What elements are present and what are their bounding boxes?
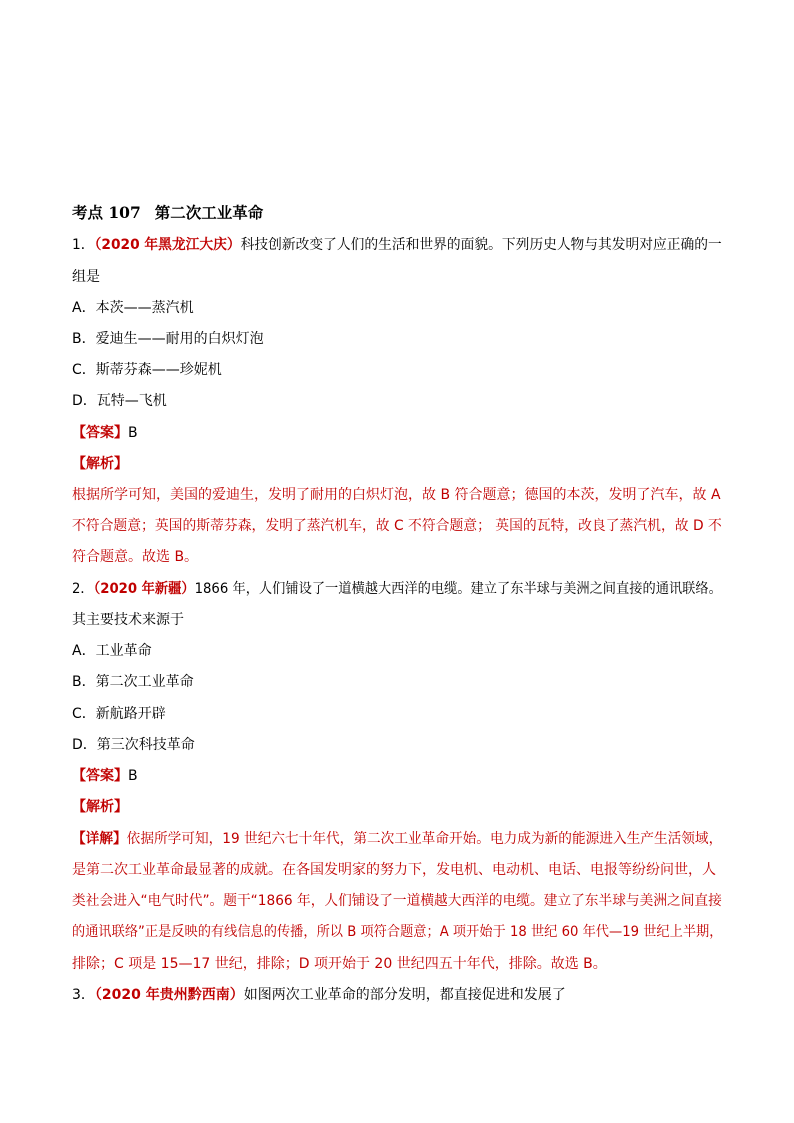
q2-analysis-label: 【解析】 bbox=[72, 799, 128, 815]
q2-analysis-line-4: 的通讯联络”正是反映的有线信息的传播，所以 B 项符合题意；A 项开始于 18 世纪 60 年代—19 世纪上半期， bbox=[72, 924, 723, 940]
q3-number: 3． bbox=[72, 987, 95, 1003]
q1-answer-value: B bbox=[128, 425, 138, 441]
q3-stem: 如图两次工业革命的部分发明，都直接促进和发展了 bbox=[243, 987, 566, 1003]
q2-stem-line-2: 其主要技术来源于 bbox=[72, 612, 184, 628]
q1-analysis-line-1: 根据所学可知，美国的爱迪生，发明了耐用的白炽灯泡，故 B 符合题意；德国的本茨，发明了汽车，故 A bbox=[72, 487, 721, 503]
q1-analysis-label: 【解析】 bbox=[72, 456, 128, 472]
q1-answer bbox=[72, 424, 138, 442]
q2-stem: 1866 年，人们铺设了一道横越大西洋的电缆。建立了东半球与美洲之间直接的通讯联络。 bbox=[194, 581, 722, 597]
q1-stem-line-2: 组是 bbox=[72, 269, 100, 285]
q1-stem: 科技创新改变了人们的生活和世界的面貌。下列历史人物与其发明对应正确的一 bbox=[240, 237, 722, 253]
q1-option-d: D．瓦特—飞机 bbox=[72, 393, 167, 409]
q2-analysis-line-3: 类社会进入“电气时代”。题干“1866 年，人们铺设了一道横越大西洋的电缆。建立了东半球与美洲之间直接 bbox=[72, 893, 722, 909]
q2-analysis-line-5: 排除；C 项是 15—17 世纪，排除；D 项开始于 20 世纪四五十年代，排除。故选 B。 bbox=[72, 956, 607, 972]
q2-option-d: D．第三次科技革命 bbox=[72, 737, 195, 753]
q1-number: 1． bbox=[72, 237, 95, 253]
section-title: 第二次工业革命 bbox=[154, 203, 264, 222]
q2-analysis-text-1: 依据所学可知，19 世纪六七十年代，第二次工业革命开始。电力成为新的能源进入生产生活领域， bbox=[126, 831, 723, 847]
q1-option-c: C．斯蒂芬森——珍妮机 bbox=[72, 362, 222, 378]
q2-analysis-line-2: 是第二次工业革命最显著的成就。在各国发明家的努力下，发电机、电动机、电话、电报等纷纷问世，人 bbox=[72, 862, 716, 878]
q1-analysis-line-3: 符合题意。故选 B。 bbox=[72, 549, 199, 565]
q3-stem-line-1 bbox=[72, 986, 566, 1004]
q2-answer-value: B bbox=[128, 768, 138, 784]
q2-option-b: B．第二次工业革命 bbox=[72, 674, 194, 690]
q2-option-c: C．新航路开辟 bbox=[72, 706, 166, 722]
q2-answer-label: 【答案】 bbox=[72, 768, 128, 784]
q2-stem-line-1 bbox=[72, 580, 722, 598]
q1-analysis-line-2: 不符合题意；英国的斯蒂芬森，发明了蒸汽机车，故 C 不符合题意； 英国的瓦特，改良了蒸汽机，故 D 不 bbox=[72, 518, 722, 534]
q2-analysis-line-1 bbox=[72, 830, 722, 848]
section-number: 考点 107 bbox=[72, 203, 141, 222]
q1-option-a: A．本茨——蒸汽机 bbox=[72, 300, 194, 316]
q1-source: （2020 年黑龙江大庆） bbox=[94, 237, 241, 253]
q2-answer bbox=[72, 767, 138, 785]
q1-option-b: B．爱迪生——耐用的白炽灯泡 bbox=[72, 331, 264, 347]
q1-answer-label: 【答案】 bbox=[72, 425, 128, 441]
q2-source: （2020 年新疆） bbox=[93, 581, 195, 597]
q2-option-a: A．工业革命 bbox=[72, 643, 152, 659]
q3-source: （2020 年贵州黔西南） bbox=[94, 987, 244, 1003]
q2-detail-label: 【详解】 bbox=[72, 831, 127, 847]
q1-stem-line-1 bbox=[72, 236, 722, 254]
section-heading bbox=[72, 201, 263, 223]
q2-number: 2． bbox=[72, 581, 94, 597]
